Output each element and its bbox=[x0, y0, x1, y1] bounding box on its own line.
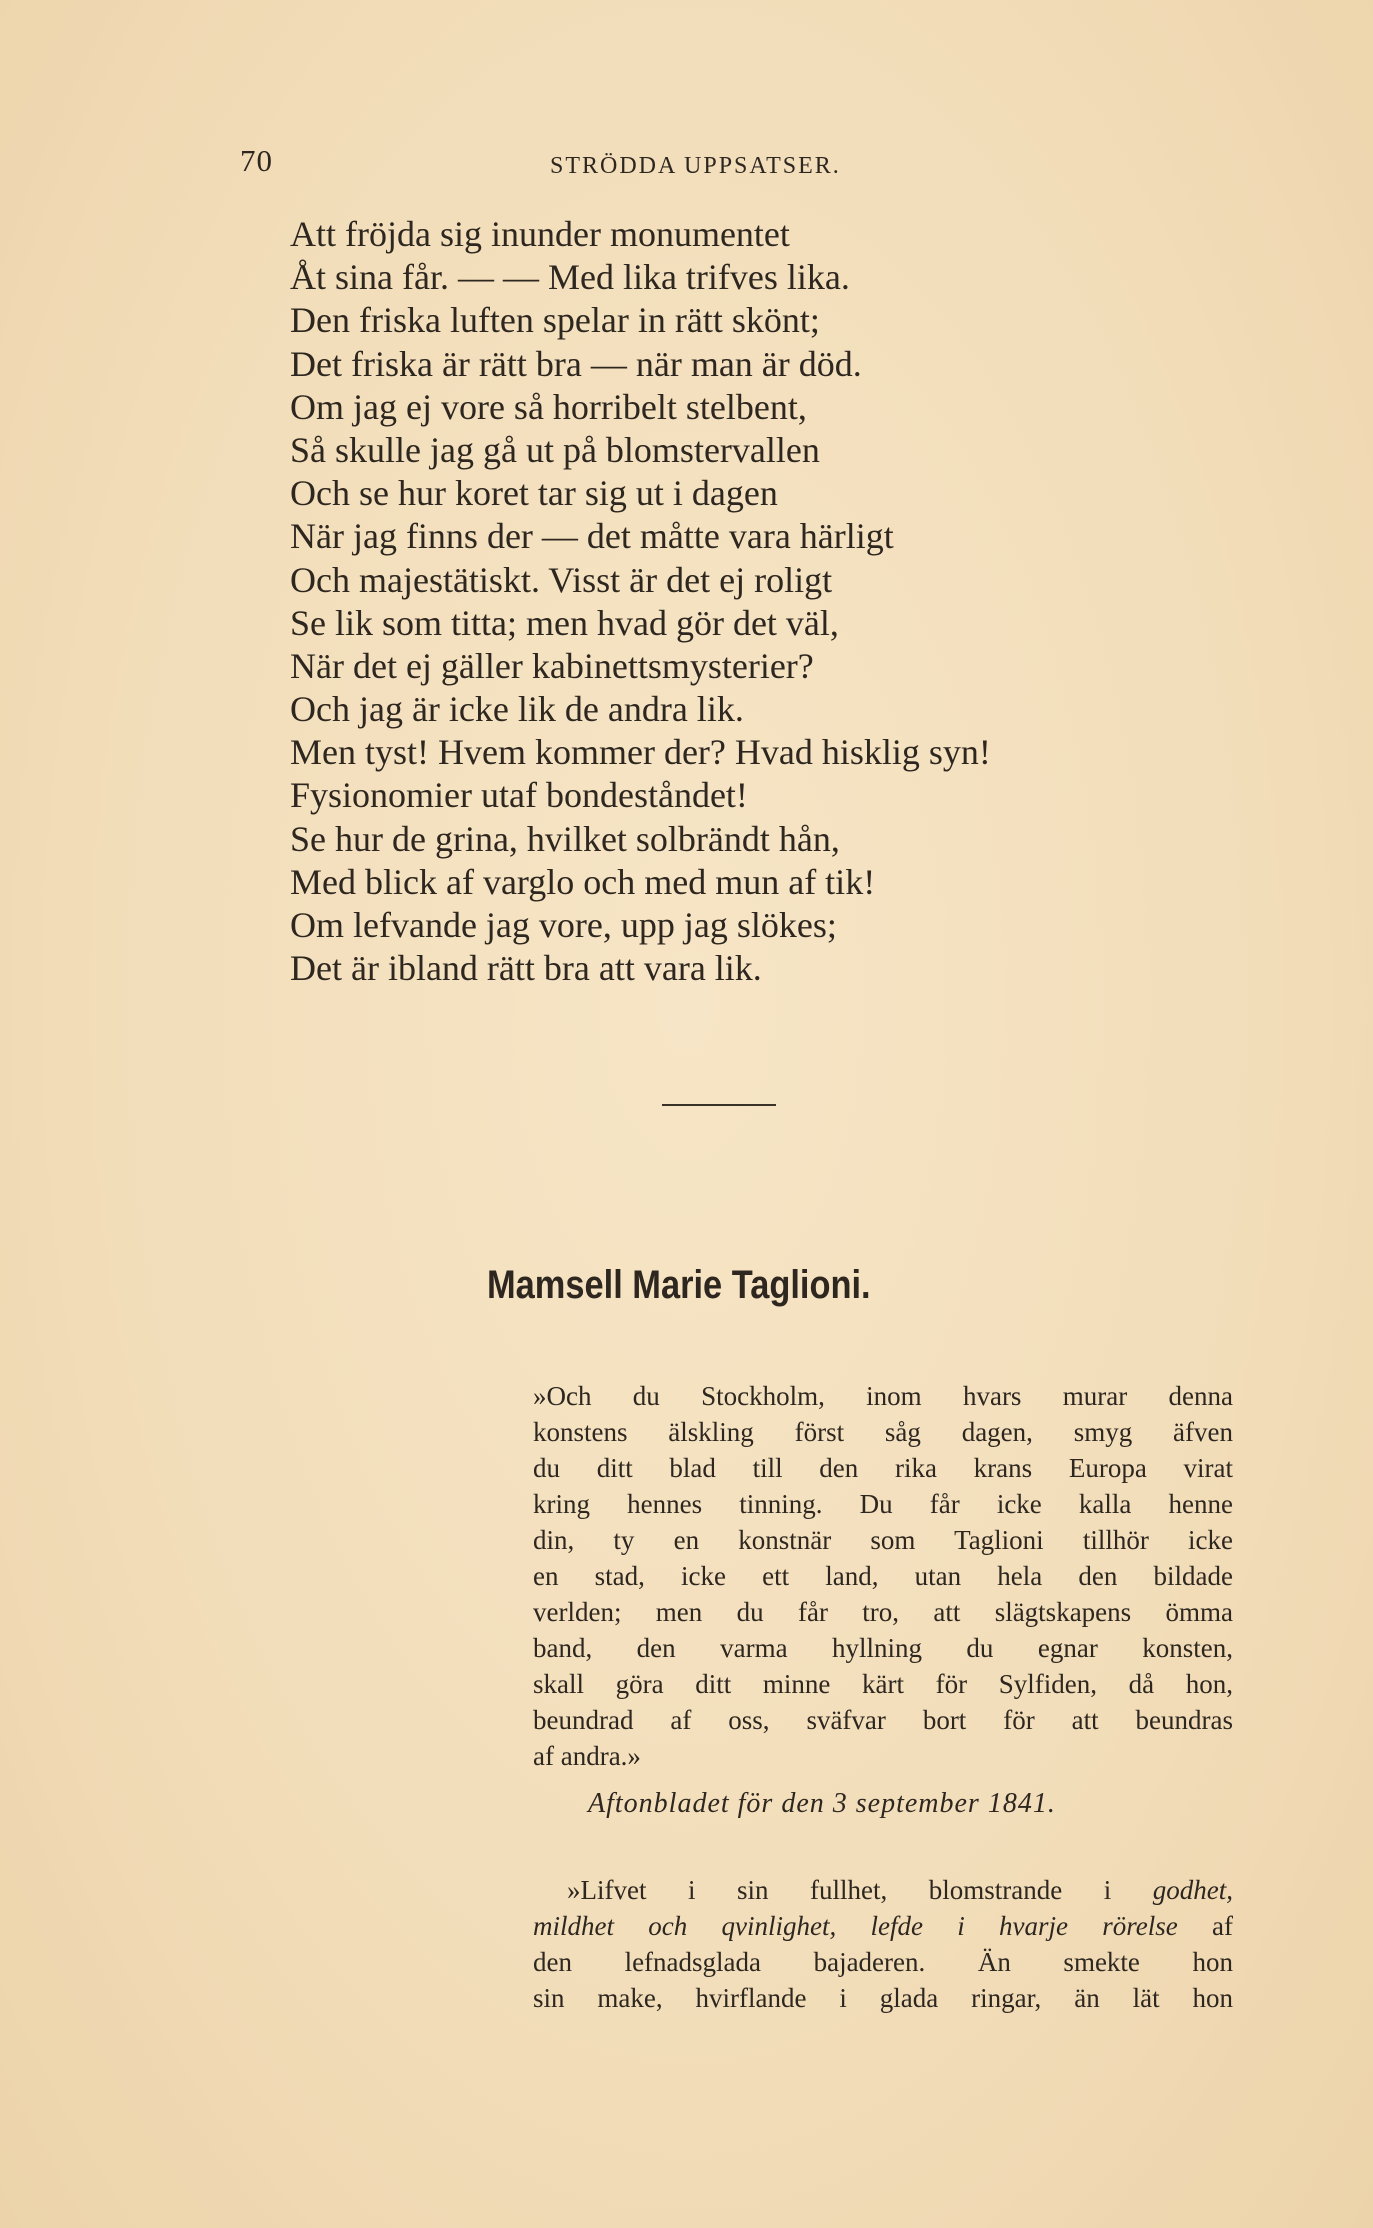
quote-text: af bbox=[1177, 1911, 1233, 1941]
poem-line: Det friska är rätt bra — när man är död. bbox=[290, 343, 862, 384]
poem-line: Se hur de grina, hvilket solbrändt hån, bbox=[290, 818, 840, 859]
poem-line: Och se hur koret tar sig ut i dagen bbox=[290, 473, 778, 514]
running-head: STRÖDDA UPPSATSER. bbox=[550, 153, 841, 179]
poem-line: Om jag ej vore så horribelt stelbent, bbox=[290, 386, 807, 427]
poem-line: Och majestätiskt. Visst är det ej roligt bbox=[290, 559, 833, 600]
quote-text: »Lifvet i sin fullhet, blomstrande i bbox=[567, 1875, 1153, 1905]
quote-line: en stad, icke ett land, utan hela den bildade bbox=[533, 1561, 1233, 1591]
quote-line: den lefnadsglada bajaderen. Än smekte hon bbox=[533, 1947, 1233, 1977]
poem-line: Men tyst! Hvem kommer der? Hvad hisklig syn! bbox=[290, 732, 991, 773]
poem bbox=[290, 213, 1250, 990]
quote-line: konstens älskling först såg dagen, smyg äfven bbox=[533, 1417, 1233, 1447]
quote-line: du ditt blad till den rika krans Europa virat bbox=[533, 1453, 1233, 1483]
quote-emphasis: mildhet och qvinlighet, lefde i hvarje rörelse bbox=[533, 1911, 1178, 1941]
section-title: Mamsell Marie Taglioni. bbox=[487, 1263, 871, 1307]
poem-line: Att fröjda sig inunder monumentet bbox=[290, 214, 790, 254]
poem-line: Fysionomier utaf bondeståndet! bbox=[290, 775, 748, 816]
poem-line: Se lik som titta; men hvad gör det väl, bbox=[290, 602, 839, 643]
poem-line: Åt sina får. — — Med lika trifves lika. bbox=[290, 257, 850, 298]
poem-line: Om lefvande jag vore, upp jag slökes; bbox=[290, 905, 837, 945]
quote-line: af andra.» bbox=[533, 1741, 641, 1771]
quote-line bbox=[533, 1908, 1233, 1944]
poem-line: Så skulle jag gå ut på blomstervallen bbox=[290, 429, 820, 470]
quote-line bbox=[533, 1872, 1233, 1908]
quote-line: sin make, hvirflande i glada ringar, än lät hon bbox=[533, 1983, 1233, 2013]
section-divider bbox=[662, 1104, 776, 1106]
quote-line: verlden; men du får tro, att slägtskapens ömma bbox=[533, 1597, 1233, 1627]
poem-line: Med blick af varglo och med mun af tik! bbox=[290, 861, 876, 902]
quote-block bbox=[533, 1378, 1233, 1774]
poem-line: Den friska luften spelar in rätt skönt; bbox=[290, 300, 820, 341]
quote-block bbox=[533, 1872, 1233, 2016]
quote-line: din, ty en konstnär som Taglioni tillhör icke bbox=[533, 1525, 1233, 1555]
quote-line: beundrad af oss, sväfvar bort för att beundras bbox=[533, 1705, 1233, 1735]
poem-line: Det är ibland rätt bra att vara lik. bbox=[290, 948, 762, 989]
quote-line: kring hennes tinning. Du får icke kalla henne bbox=[533, 1489, 1233, 1519]
quote-line: »Och du Stockholm, inom hvars murar denna bbox=[533, 1381, 1233, 1411]
quote-emphasis: godhet, bbox=[1152, 1875, 1233, 1905]
poem-line: När jag finns der — det måtte vara härligt bbox=[290, 516, 894, 557]
poem-line: När det ej gäller kabinettsmysterier? bbox=[290, 645, 814, 686]
poem-line: Och jag är icke lik de andra lik. bbox=[290, 689, 744, 730]
quote-line: skall göra ditt minne kärt för Sylfiden, då hon, bbox=[533, 1669, 1233, 1699]
quote-source: Aftonbladet för den 3 september 1841. bbox=[588, 1788, 1056, 1819]
page-number: 70 bbox=[240, 143, 273, 178]
quote-line: band, den varma hyllning du egnar konsten, bbox=[533, 1633, 1233, 1663]
